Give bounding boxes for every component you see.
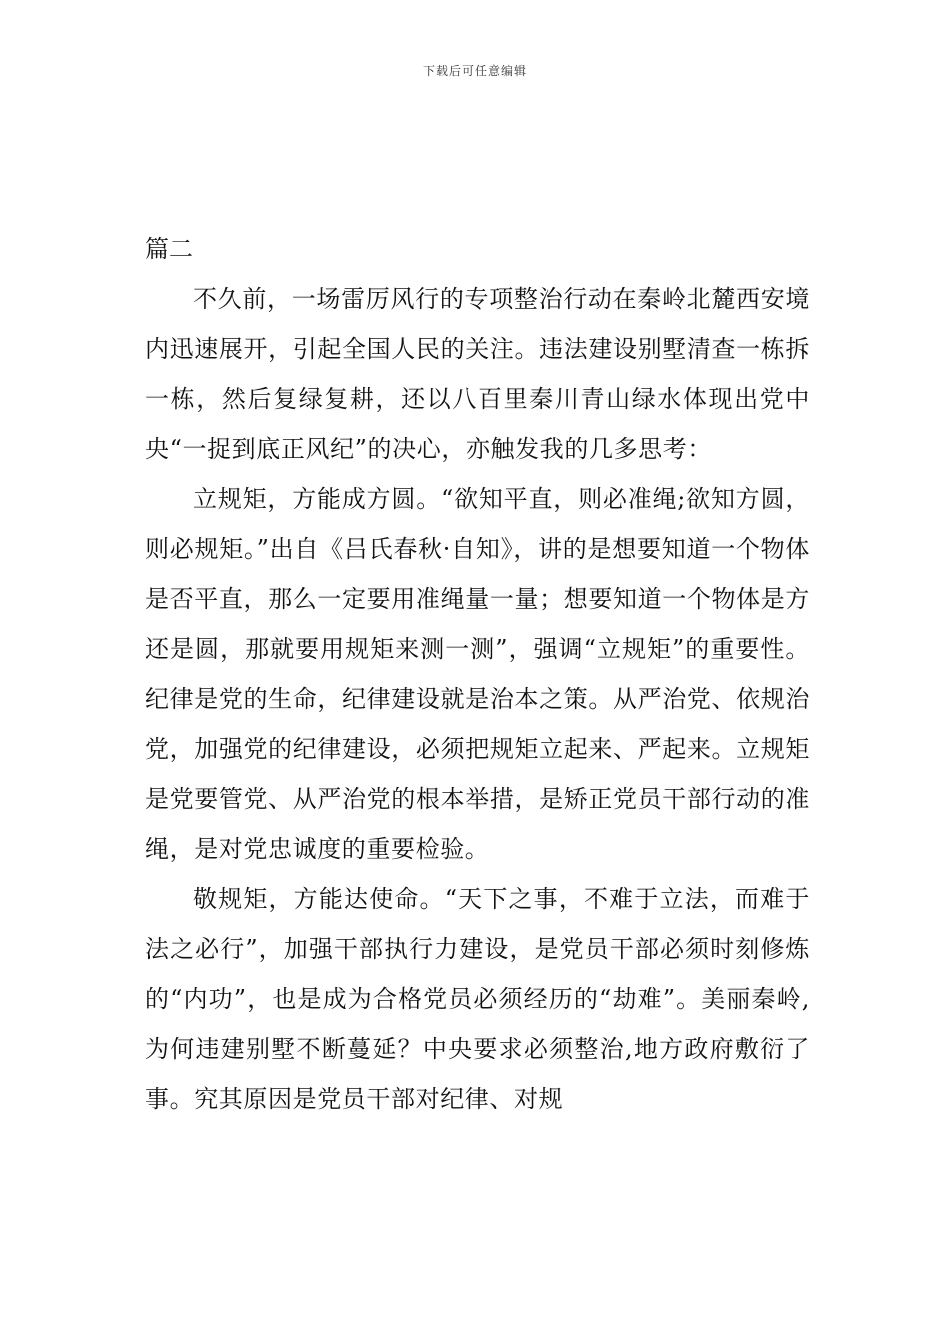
paragraph-3: 敬规矩，方能达使命。“天下之事，不难于立法，而难于法之必行”，加强干部执行力建设，是党员干部必须时刻修炼的“内功”，也是成为合格党员必须经历的“劫难”。美丽秦岭,为何违建别墅不断蔓延？中央要求必须整治,地方政府敷衍了事。究其原因是党员干部对纪律、对规 (145, 885, 810, 1113)
document-body (145, 224, 810, 1124)
section-title: 篇二 (145, 235, 193, 263)
paragraph-1: 不久前，一场雷厉风行的专项整治行动在秦岭北麓西安境内迅速展开，引起全国人民的关注。违法建设别墅清查一栋拆一栋，然后复绿复耕，还以八百里秦川青山绿水体现出党中央“一捉到底正风纪”的决心，亦触发我的几多思考： (145, 285, 810, 463)
page-header: 下载后可任意编辑 (422, 64, 527, 78)
paragraph-2: 立规矩，方能成方圆。“欲知平直，则必准绳;欲知方圆，则必规矩。”出自《吕氏春秋·自知》，讲的是想要知道一个物体是否平直，那么一定要用准绳量一量；想要知道一个物体是方还是圆，那就要用规矩来测一测”，强调“立规矩”的重要性。纪律是党的生命，纪律建设就是治本之策。从严治党、依规治党，加强党的纪律建设，必须把规矩立起来、严起来。立规矩是党要管党、从严治党的根本举措，是矫正党员干部行动的准绳，是对党忠诚度的重要检验。 (145, 485, 810, 863)
